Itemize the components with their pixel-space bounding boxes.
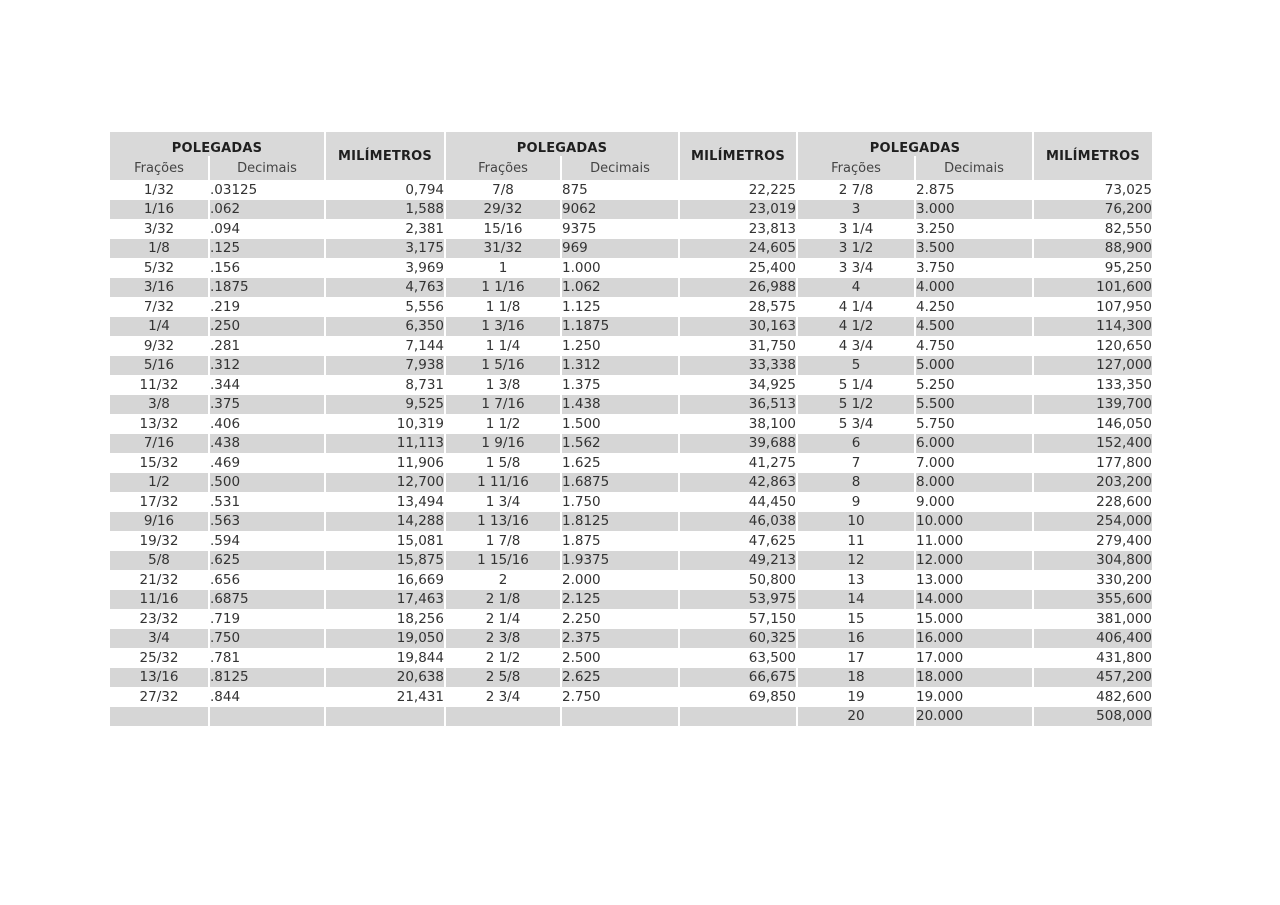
decimal-cell: 1.125 [562, 298, 601, 315]
fraction-cell: 1 1/4 [485, 337, 521, 354]
millimeter-cell: 30,163 [680, 317, 796, 337]
fraction-cell: 1/2 [110, 473, 208, 493]
fraction-cell: 13/16 [110, 668, 208, 688]
millimeter-cell: 203,200 [1034, 473, 1152, 493]
fraction-cell: 7/32 [143, 298, 175, 315]
millimeter-cell: 25,400 [748, 259, 796, 276]
fraction-cell: 4 3/4 [838, 337, 874, 354]
milimetros-header-3: MILÍMETROS [1034, 132, 1152, 180]
fraction-cell: 5/32 [143, 259, 175, 276]
decimal-cell: 5.750 [916, 415, 955, 432]
millimeter-cell: 17,463 [326, 590, 444, 610]
decimal-cell: 14.000 [916, 590, 1032, 610]
decimal-cell: 10.000 [916, 512, 1032, 532]
fraction-cell: 4 1/2 [798, 317, 914, 337]
fraction-cell: 2 7/8 [838, 181, 874, 198]
millimeter-cell: 406,400 [1034, 629, 1152, 649]
fraction-cell: 6 [798, 434, 914, 454]
millimeter-cell: 11,906 [396, 454, 444, 471]
decimal-cell: 18.000 [916, 668, 1032, 688]
millimeter-cell: 3,175 [326, 239, 444, 259]
decimal-cell: 1.750 [562, 493, 601, 510]
table-row [110, 336, 1152, 356]
millimeter-cell: 11,113 [326, 434, 444, 454]
fraction-cell: 1 15/16 [446, 551, 560, 571]
fraction-cell: 3 3/4 [838, 259, 874, 276]
fraction-cell: 1 7/16 [446, 395, 560, 415]
fraction-cell: 13 [847, 571, 865, 588]
decimal-cell: .344 [210, 376, 241, 393]
millimeter-cell: 101,600 [1034, 278, 1152, 298]
decimal-cell: 2.875 [916, 181, 955, 198]
decimal-cell: 3.500 [916, 239, 1032, 259]
decimal-cell: 1.000 [562, 259, 601, 276]
millimeter-cell: 46,038 [680, 512, 796, 532]
millimeter-cell: 23,813 [748, 220, 796, 237]
fraction-cell: 1 5/8 [485, 454, 521, 471]
fracoes-header-1: Frações [110, 156, 208, 180]
fraction-cell: 15/16 [483, 220, 523, 237]
decimal-cell: .03125 [210, 181, 258, 198]
milimetros-header-2: MILÍMETROS [680, 132, 796, 180]
millimeter-cell: 21,431 [396, 688, 444, 705]
decimal-cell: 16.000 [916, 629, 1032, 649]
millimeter-cell: 88,900 [1034, 239, 1152, 259]
table-row [110, 219, 1152, 239]
decimal-cell: 969 [562, 239, 678, 259]
fraction-cell: 11 [847, 532, 865, 549]
table-row [110, 629, 1152, 649]
millimeter-cell: 1,588 [326, 200, 444, 220]
millimeter-cell: 9,525 [326, 395, 444, 415]
millimeter-cell: 14,288 [326, 512, 444, 532]
decimal-cell: 2.500 [562, 649, 601, 666]
conversion-table [108, 132, 1154, 726]
millimeter-cell: 139,700 [1034, 395, 1152, 415]
millimeter-cell: 66,675 [680, 668, 796, 688]
fraction-cell: 4 [798, 278, 914, 298]
decimal-cell: 12.000 [916, 551, 1032, 571]
table-row [110, 590, 1152, 610]
decimal-cell: .656 [210, 571, 241, 588]
fraction-cell: 1 1/8 [485, 298, 521, 315]
millimeter-cell: 20,638 [326, 668, 444, 688]
decimal-cell: 6.000 [916, 434, 1032, 454]
millimeter-cell: 279,400 [1096, 532, 1152, 549]
fraction-cell: 29/32 [446, 200, 560, 220]
decimal-cell [562, 707, 678, 727]
decimal-cell: .1875 [210, 278, 324, 298]
table-row [110, 453, 1152, 473]
fraction-cell: 2 3/8 [446, 629, 560, 649]
millimeter-cell [326, 707, 444, 727]
decimal-cell: 1.1875 [562, 317, 678, 337]
decimal-cell: .156 [210, 259, 241, 276]
fraction-cell: 4 1/4 [838, 298, 874, 315]
fraction-cell: 13/32 [139, 415, 179, 432]
fraction-cell: 2 5/8 [446, 668, 560, 688]
millimeter-cell: 16,669 [396, 571, 444, 588]
decimal-cell: 7.000 [916, 454, 955, 471]
fraction-cell: 2 1/4 [485, 610, 521, 627]
fraction-cell: 1 9/16 [446, 434, 560, 454]
decimal-cell: 875 [562, 181, 588, 198]
fraction-cell [446, 707, 560, 727]
decimal-cell: 3.250 [916, 220, 955, 237]
millimeter-cell: 12,700 [326, 473, 444, 493]
table-row [110, 395, 1152, 415]
decimal-cell: .312 [210, 356, 324, 376]
fraction-cell: 1/16 [110, 200, 208, 220]
millimeter-cell: 254,000 [1034, 512, 1152, 532]
subheader-row [110, 156, 1152, 180]
fraction-cell: 15/32 [139, 454, 179, 471]
decimal-cell: 1.438 [562, 395, 678, 415]
millimeter-cell: 7,144 [405, 337, 444, 354]
decimal-cell: 8.000 [916, 473, 1032, 493]
table-row [110, 687, 1152, 707]
millimeter-cell: 42,863 [680, 473, 796, 493]
fraction-cell: 3/8 [110, 395, 208, 415]
decimal-cell: .781 [210, 649, 241, 666]
fraction-cell: 17/32 [139, 493, 179, 510]
table-row [110, 180, 1152, 200]
table-row [110, 492, 1152, 512]
fraction-cell: 10 [798, 512, 914, 532]
fraction-cell: 19 [847, 688, 865, 705]
millimeter-cell: 107,950 [1096, 298, 1152, 315]
decimal-cell: .719 [210, 610, 241, 627]
fraction-cell: 14 [798, 590, 914, 610]
decimal-cell: 1.562 [562, 434, 678, 454]
millimeter-cell: 508,000 [1034, 707, 1152, 727]
millimeter-cell: 50,800 [748, 571, 796, 588]
fraction-cell: 25/32 [139, 649, 179, 666]
millimeter-cell: 381,000 [1096, 610, 1152, 627]
fraction-cell: 1/4 [110, 317, 208, 337]
decimal-cell: 9375 [562, 220, 597, 237]
decimal-cell: 4.250 [916, 298, 955, 315]
decimal-cell: 5.500 [916, 395, 1032, 415]
table-row [110, 531, 1152, 551]
millimeter-cell: 44,450 [748, 493, 796, 510]
fraction-cell: 2 1/2 [485, 649, 521, 666]
decimal-cell: 1.875 [562, 532, 601, 549]
decimal-cell: 2.625 [562, 668, 678, 688]
millimeter-cell: 0,794 [405, 181, 444, 198]
decimal-cell: 2.125 [562, 590, 678, 610]
millimeter-cell: 330,200 [1096, 571, 1152, 588]
table-row [110, 258, 1152, 278]
table-row [110, 434, 1152, 454]
fraction-cell: 16 [798, 629, 914, 649]
polegadas-header-2: POLEGADAS [446, 132, 678, 156]
fraction-cell: 1/8 [110, 239, 208, 259]
millimeter-cell: 133,350 [1096, 376, 1152, 393]
fraction-cell: 23/32 [139, 610, 179, 627]
decimal-cell: .250 [210, 317, 324, 337]
millimeter-cell: 114,300 [1034, 317, 1152, 337]
decimal-cell: .094 [210, 220, 241, 237]
decimal-cell: .750 [210, 629, 324, 649]
decimal-cell: 1.8125 [562, 512, 678, 532]
decimal-cell: .563 [210, 512, 324, 532]
table-row [110, 512, 1152, 532]
decimal-cell: 1.062 [562, 278, 678, 298]
fraction-cell: 3/32 [143, 220, 175, 237]
decimal-cell [210, 707, 324, 727]
decimal-cell: .594 [210, 532, 241, 549]
fraction-cell: 5 1/2 [798, 395, 914, 415]
millimeter-cell: 10,319 [396, 415, 444, 432]
fraction-cell: 1 3/16 [446, 317, 560, 337]
millimeter-cell: 24,605 [680, 239, 796, 259]
fraction-cell [110, 707, 208, 727]
millimeter-cell: 34,925 [748, 376, 796, 393]
table-row [110, 551, 1152, 571]
decimal-cell: .8125 [210, 668, 324, 688]
millimeter-cell: 120,650 [1096, 337, 1152, 354]
decimal-cell: 1.312 [562, 356, 678, 376]
decimal-cell: 11.000 [916, 532, 964, 549]
fraction-cell: 3/4 [110, 629, 208, 649]
decimal-cell: .219 [210, 298, 241, 315]
decimal-cell: 17.000 [916, 649, 964, 666]
millimeter-cell: 95,250 [1104, 259, 1152, 276]
decimal-cell: .469 [210, 454, 241, 471]
millimeter-cell: 36,513 [680, 395, 796, 415]
millimeter-cell: 23,019 [680, 200, 796, 220]
millimeter-cell: 26,988 [680, 278, 796, 298]
millimeter-cell: 146,050 [1096, 415, 1152, 432]
millimeter-cell: 22,225 [748, 181, 796, 198]
fraction-cell: 3 1/4 [838, 220, 874, 237]
millimeter-cell: 60,325 [680, 629, 796, 649]
fraction-cell: 5 [798, 356, 914, 376]
fraction-cell: 2 3/4 [485, 688, 521, 705]
millimeter-cell: 431,800 [1096, 649, 1152, 666]
fraction-cell: 5 3/4 [838, 415, 874, 432]
fraction-cell: 1 5/16 [446, 356, 560, 376]
fraction-cell: 27/32 [139, 688, 179, 705]
decimal-cell: 9.000 [916, 493, 955, 510]
decimal-cell: 15.000 [916, 610, 964, 627]
millimeter-cell: 228,600 [1096, 493, 1152, 510]
fraction-cell: 1 [498, 259, 508, 276]
decimal-cell: 1.500 [562, 415, 601, 432]
decimal-cell: 1.375 [562, 376, 601, 393]
fraction-cell: 3 [798, 200, 914, 220]
fraction-cell: 1 1/2 [485, 415, 521, 432]
fraction-cell: 1 11/16 [446, 473, 560, 493]
fraction-cell: 2 [498, 571, 508, 588]
millimeter-cell: 355,600 [1034, 590, 1152, 610]
millimeter-cell: 69,850 [748, 688, 796, 705]
table-row [110, 707, 1152, 727]
millimeter-cell [680, 707, 796, 727]
decimal-cell: .375 [210, 395, 324, 415]
header-row [110, 132, 1152, 156]
decimal-cell: .062 [210, 200, 324, 220]
decimal-cell: 9062 [562, 200, 678, 220]
fraction-cell: 19/32 [139, 532, 179, 549]
table-row [110, 668, 1152, 688]
millimeter-cell: 57,150 [748, 610, 796, 627]
polegadas-header-3: POLEGADAS [798, 132, 1032, 156]
table-row [110, 317, 1152, 337]
fraction-cell: 31/32 [446, 239, 560, 259]
decimal-cell: 13.000 [916, 571, 964, 588]
millimeter-cell: 8,731 [405, 376, 444, 393]
millimeter-cell: 19,050 [326, 629, 444, 649]
fraction-cell: 1 3/8 [485, 376, 521, 393]
table-row [110, 375, 1152, 395]
table-row [110, 356, 1152, 376]
millimeter-cell: 3,969 [405, 259, 444, 276]
millimeter-cell: 28,575 [748, 298, 796, 315]
fraction-cell: 1 1/16 [446, 278, 560, 298]
fraction-cell: 7/8 [492, 181, 514, 198]
table-row [110, 278, 1152, 298]
decimal-cell: 4.000 [916, 278, 1032, 298]
fraction-cell: 1 13/16 [446, 512, 560, 532]
millimeter-cell: 13,494 [396, 493, 444, 510]
decimal-cell: 5.000 [916, 356, 1032, 376]
decimal-cell: .844 [210, 688, 241, 705]
fraction-cell: 1 7/8 [485, 532, 521, 549]
fraction-cell: 8 [798, 473, 914, 493]
fraction-cell: 3 1/2 [798, 239, 914, 259]
table-row [110, 648, 1152, 668]
fraction-cell: 7/16 [110, 434, 208, 454]
polegadas-header-1: POLEGADAS [110, 132, 324, 156]
millimeter-cell: 31,750 [748, 337, 796, 354]
millimeter-cell: 482,600 [1096, 688, 1152, 705]
millimeter-cell: 127,000 [1034, 356, 1152, 376]
millimeter-cell: 41,275 [748, 454, 796, 471]
millimeter-cell: 53,975 [680, 590, 796, 610]
decimal-cell: 2.375 [562, 629, 678, 649]
table-row [110, 297, 1152, 317]
fraction-cell: 9/16 [110, 512, 208, 532]
fraction-cell: 5 1/4 [838, 376, 874, 393]
table-row [110, 570, 1152, 590]
decimal-cell: 5.250 [916, 376, 955, 393]
fraction-cell: 15 [847, 610, 865, 627]
fraction-cell: 21/32 [139, 571, 179, 588]
decimal-cell: .500 [210, 473, 324, 493]
decimal-cell: 4.750 [916, 337, 955, 354]
decimal-cell: .6875 [210, 590, 324, 610]
table-row [110, 239, 1152, 259]
decimal-cell: .281 [210, 337, 241, 354]
millimeter-cell: 304,800 [1034, 551, 1152, 571]
fraction-cell: 20 [798, 707, 914, 727]
decimal-cell: .531 [210, 493, 241, 510]
millimeter-cell: 2,381 [405, 220, 444, 237]
millimeter-cell: 38,100 [748, 415, 796, 432]
decimal-cell: 19.000 [916, 688, 964, 705]
millimeter-cell: 19,844 [396, 649, 444, 666]
decimal-cell: 3.000 [916, 200, 1032, 220]
decimais-header-2: Decimais [562, 156, 678, 180]
fraction-cell: 3/16 [110, 278, 208, 298]
millimeter-cell: 39,688 [680, 434, 796, 454]
fraction-cell: 11/16 [110, 590, 208, 610]
decimal-cell: 1.6875 [562, 473, 678, 493]
fracoes-header-2: Frações [446, 156, 560, 180]
fraction-cell: 1/32 [143, 181, 175, 198]
millimeter-cell: 33,338 [680, 356, 796, 376]
decimal-cell: 2.250 [562, 610, 601, 627]
fracoes-header-3: Frações [798, 156, 914, 180]
decimal-cell: .625 [210, 551, 324, 571]
millimeter-cell: 49,213 [680, 551, 796, 571]
millimeter-cell: 7,938 [326, 356, 444, 376]
decimal-cell: .438 [210, 434, 324, 454]
table-row [110, 473, 1152, 493]
millimeter-cell: 63,500 [748, 649, 796, 666]
millimeter-cell: 82,550 [1104, 220, 1152, 237]
millimeter-cell: 152,400 [1034, 434, 1152, 454]
millimeter-cell: 457,200 [1034, 668, 1152, 688]
millimeter-cell: 4,763 [326, 278, 444, 298]
fraction-cell: 11/32 [139, 376, 179, 393]
milimetros-header-1: MILÍMETROS [326, 132, 444, 180]
decimal-cell: .125 [210, 239, 324, 259]
decimal-cell: 3.750 [916, 259, 955, 276]
decimal-cell: 20.000 [916, 707, 1032, 727]
table-header [110, 132, 1152, 180]
decimais-header-3: Decimais [916, 156, 1032, 180]
millimeter-cell: 177,800 [1096, 454, 1152, 471]
decimais-header-1: Decimais [210, 156, 324, 180]
decimal-cell: 1.9375 [562, 551, 678, 571]
fraction-cell: 2 1/8 [446, 590, 560, 610]
decimal-cell: 2.750 [562, 688, 601, 705]
fraction-cell: 5/16 [110, 356, 208, 376]
millimeter-cell: 73,025 [1104, 181, 1152, 198]
decimal-cell: .406 [210, 415, 241, 432]
table-body [110, 180, 1152, 726]
fraction-cell: 5/8 [110, 551, 208, 571]
fraction-cell: 18 [798, 668, 914, 688]
decimal-cell: 4.500 [916, 317, 1032, 337]
fraction-cell: 9/32 [143, 337, 175, 354]
fraction-cell: 12 [798, 551, 914, 571]
millimeter-cell: 76,200 [1034, 200, 1152, 220]
fraction-cell: 17 [847, 649, 865, 666]
millimeter-cell: 5,556 [405, 298, 444, 315]
decimal-cell: 2.000 [562, 571, 601, 588]
millimeter-cell: 15,081 [396, 532, 444, 549]
millimeter-cell: 15,875 [326, 551, 444, 571]
millimeter-cell: 6,350 [326, 317, 444, 337]
table-row [110, 414, 1152, 434]
fraction-cell: 1 3/4 [485, 493, 521, 510]
millimeter-cell: 47,625 [748, 532, 796, 549]
fraction-cell: 7 [851, 454, 861, 471]
decimal-cell: 1.250 [562, 337, 601, 354]
fraction-cell: 9 [851, 493, 861, 510]
table-row [110, 200, 1152, 220]
table-row [110, 609, 1152, 629]
millimeter-cell: 18,256 [396, 610, 444, 627]
decimal-cell: 1.625 [562, 454, 601, 471]
